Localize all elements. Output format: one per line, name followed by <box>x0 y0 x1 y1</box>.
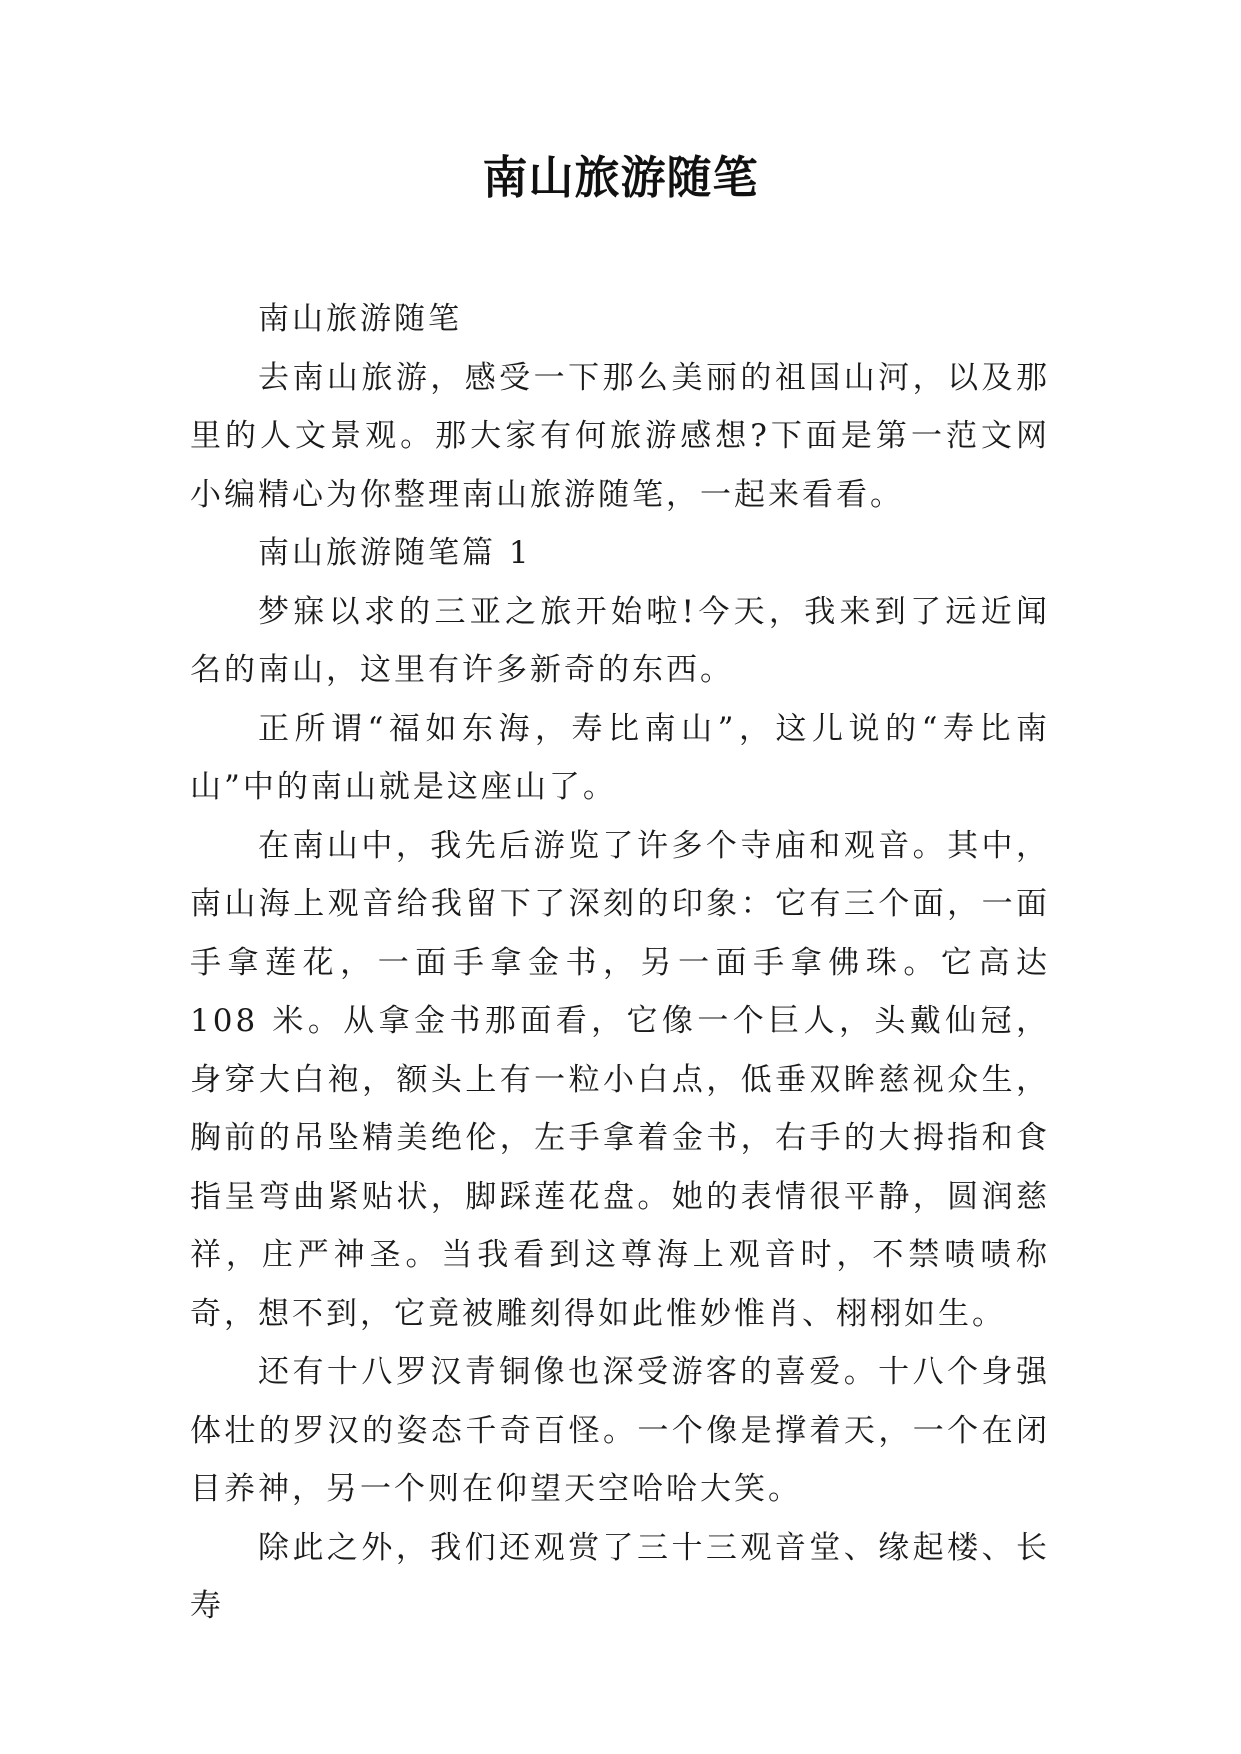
paragraph-intro: 去南山旅游，感受一下那么美丽的祖国山河，以及那里的人文景观。那大家有何旅游感想?下面是第一范文网小编精心为你整理南山旅游随笔，一起来看看。 <box>190 359 1050 513</box>
paragraph: 正所谓“福如东海，寿比南山”，这儿说的“寿比南山”中的南山就是这座山了。 <box>190 710 1050 805</box>
paragraph: 在南山中，我先后游览了许多个寺庙和观音。其中，南山海上观音给我留下了深刻的印象：它有三个面，一面手拿莲花，一面手拿金书，另一面手拿佛珠。它高达 108 米。从拿金书那面看，它像一个巨人，头戴仙冠，身穿大白袍，额头上有一粒小白点，低垂双眸慈视众生，胸前的吊坠精美绝伦，左手拿着金书，右手的大拇指和食指呈弯曲紧贴状，脚踩莲花盘。她的表情很平静，圆润慈祥，庄严神圣。当我看到这尊海上观音时，不禁啧啧称奇，想不到，它竟被雕刻得如此惟妙惟肖、栩栩如生。 <box>190 827 1050 1332</box>
paragraph: 除此之外，我们还观赏了三十三观音堂、缘起楼、长寿 <box>190 1529 1050 1624</box>
document-title: 南山旅游随笔 <box>482 151 759 204</box>
paragraph-subtitle: 南山旅游随笔 <box>258 301 462 337</box>
paragraph: 还有十八罗汉青铜像也深受游客的喜爱。十八个身强体壮的罗汉的姿态千奇百怪。一个像是撑着天，一个在闭目养神，另一个则在仰望天空哈哈大笑。 <box>190 1354 1050 1507</box>
document-body <box>190 290 1050 1636</box>
paragraph: 梦寐以求的三亚之旅开始啦!今天，我来到了远近闻名的南山，这里有许多新奇的东西。 <box>190 593 1050 688</box>
paragraph-section-heading: 南山旅游随笔篇 1 <box>258 535 532 571</box>
